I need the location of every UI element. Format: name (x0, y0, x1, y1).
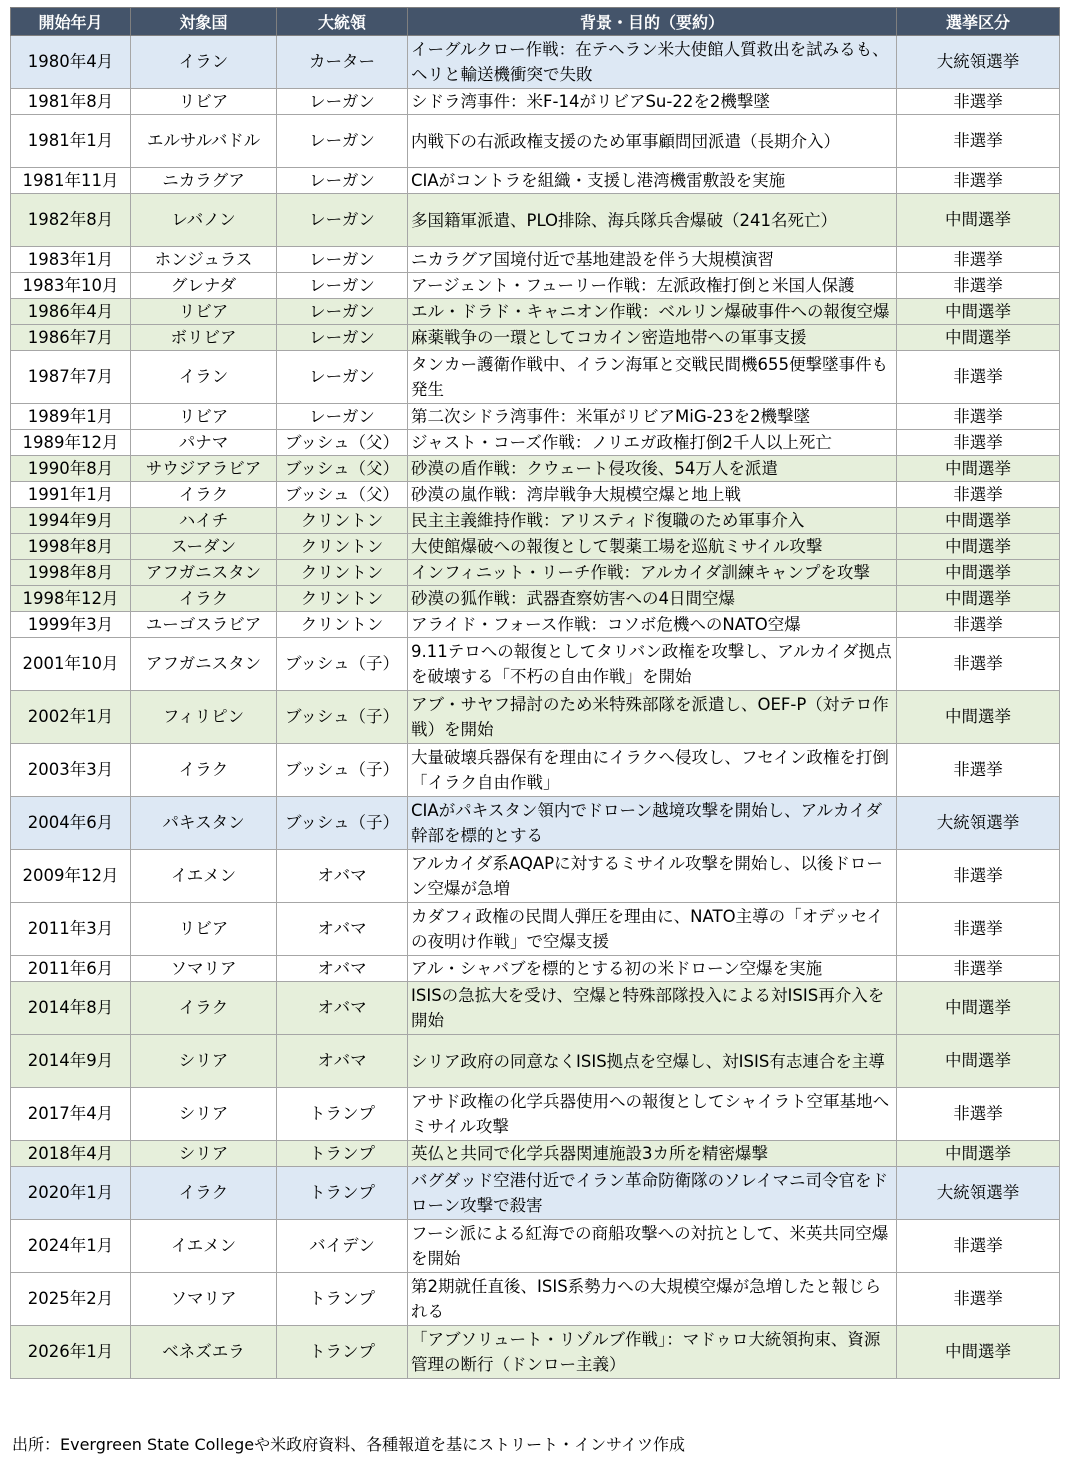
table-row (11, 850, 1060, 903)
description-cell: 大量破壊兵器保有を理由にイラクへ侵攻し、フセイン政権を打倒「イラク自由作戦」 (408, 744, 897, 797)
table-row (11, 1141, 1060, 1167)
election-cell: 中間選挙 (897, 586, 1060, 612)
president-cell: クリントン (277, 586, 408, 612)
president-cell: レーガン (277, 247, 408, 273)
country-cell: パナマ (131, 430, 277, 456)
description-cell: 英仏と共同で化学兵器関連施設3カ所を精密爆撃 (408, 1141, 897, 1167)
table-row (11, 534, 1060, 560)
description-cell: インフィニット・リーチ作戦：アルカイダ訓練キャンプを攻撃 (408, 560, 897, 586)
table-row (11, 247, 1060, 273)
president-cell: レーガン (277, 299, 408, 325)
table-row (11, 89, 1060, 115)
president-cell: レーガン (277, 404, 408, 430)
description-cell: 民主主義維持作戦：アリスティド復職のため軍事介入 (408, 508, 897, 534)
election-cell: 非選挙 (897, 744, 1060, 797)
date-cell: 1981年8月 (11, 89, 131, 115)
date-cell: 2014年8月 (11, 982, 131, 1035)
election-cell: 非選挙 (897, 850, 1060, 903)
election-cell: 非選挙 (897, 612, 1060, 638)
election-cell: 非選挙 (897, 273, 1060, 299)
election-cell: 中間選挙 (897, 325, 1060, 351)
election-cell: 大統領選挙 (897, 797, 1060, 850)
country-cell: ボリビア (131, 325, 277, 351)
table-row (11, 194, 1060, 247)
president-cell: オバマ (277, 982, 408, 1035)
president-cell: レーガン (277, 351, 408, 404)
president-cell: トランプ (277, 1167, 408, 1220)
description-cell: 第2期就任直後、ISIS系勢力への大規模空爆が急増したと報じられる (408, 1273, 897, 1326)
election-cell: 非選挙 (897, 903, 1060, 956)
header-election: 選挙区分 (897, 8, 1060, 36)
table-row (11, 36, 1060, 89)
country-cell: リビア (131, 903, 277, 956)
description-cell: 多国籍軍派遣、PLO排除、海兵隊兵舎爆破（241名死亡） (408, 194, 897, 247)
election-cell: 非選挙 (897, 89, 1060, 115)
table-row (11, 638, 1060, 691)
date-cell: 2003年3月 (11, 744, 131, 797)
table-row (11, 1167, 1060, 1220)
table-row (11, 508, 1060, 534)
president-cell: レーガン (277, 194, 408, 247)
date-cell: 1989年12月 (11, 430, 131, 456)
election-cell: 中間選挙 (897, 299, 1060, 325)
table-row (11, 430, 1060, 456)
president-cell: レーガン (277, 115, 408, 168)
date-cell: 1982年8月 (11, 194, 131, 247)
country-cell: サウジアラビア (131, 456, 277, 482)
country-cell: シリア (131, 1141, 277, 1167)
date-cell: 2024年1月 (11, 1220, 131, 1273)
table-row (11, 482, 1060, 508)
president-cell: クリントン (277, 534, 408, 560)
president-cell: クリントン (277, 560, 408, 586)
date-cell: 1983年1月 (11, 247, 131, 273)
date-cell: 2002年1月 (11, 691, 131, 744)
election-cell: 中間選挙 (897, 1035, 1060, 1088)
country-cell: イラク (131, 586, 277, 612)
president-cell: ブッシュ（父） (277, 456, 408, 482)
election-cell: 中間選挙 (897, 691, 1060, 744)
date-cell: 1983年10月 (11, 273, 131, 299)
president-cell: ブッシュ（父） (277, 482, 408, 508)
president-cell: トランプ (277, 1326, 408, 1379)
table-row (11, 560, 1060, 586)
country-cell: スーダン (131, 534, 277, 560)
president-cell: オバマ (277, 1035, 408, 1088)
election-cell: 中間選挙 (897, 508, 1060, 534)
country-cell: イラク (131, 482, 277, 508)
date-cell: 1999年3月 (11, 612, 131, 638)
description-cell: アル・シャバブを標的とする初の米ドローン空爆を実施 (408, 956, 897, 982)
description-cell: アサド政権の化学兵器使用への報復としてシャイラト空軍基地へミサイル攻撃 (408, 1088, 897, 1141)
description-cell: カダフィ政権の民間人弾圧を理由に、NATO主導の「オデッセイの夜明け作戦」で空爆支援 (408, 903, 897, 956)
description-cell: アルカイダ系AQAPに対するミサイル攻撃を開始し、以後ドローン空爆が急増 (408, 850, 897, 903)
description-cell: ニカラグア国境付近で基地建設を伴う大規模演習 (408, 247, 897, 273)
date-cell: 2009年12月 (11, 850, 131, 903)
election-cell: 非選挙 (897, 1220, 1060, 1273)
election-cell: 中間選挙 (897, 534, 1060, 560)
header-date: 開始年月 (11, 8, 131, 36)
date-cell: 2026年1月 (11, 1326, 131, 1379)
president-cell: クリントン (277, 612, 408, 638)
election-cell: 非選挙 (897, 168, 1060, 194)
table-row (11, 168, 1060, 194)
president-cell: レーガン (277, 273, 408, 299)
table-row (11, 1273, 1060, 1326)
description-cell: CIAがパキスタン領内でドローン越境攻撃を開始し、アルカイダ幹部を標的とする (408, 797, 897, 850)
country-cell: エルサルバドル (131, 115, 277, 168)
intervention-table (10, 7, 1060, 1379)
date-cell: 1981年11月 (11, 168, 131, 194)
country-cell: レバノン (131, 194, 277, 247)
description-cell: 第二次シドラ湾事件：米軍がリビアMiG-23を2機撃墜 (408, 404, 897, 430)
date-cell: 1994年9月 (11, 508, 131, 534)
date-cell: 1980年4月 (11, 36, 131, 89)
country-cell: ソマリア (131, 956, 277, 982)
country-cell: シリア (131, 1035, 277, 1088)
table-row (11, 586, 1060, 612)
country-cell: イラン (131, 36, 277, 89)
table-row (11, 956, 1060, 982)
header-country: 対象国 (131, 8, 277, 36)
table-row (11, 612, 1060, 638)
country-cell: パキスタン (131, 797, 277, 850)
date-cell: 2011年3月 (11, 903, 131, 956)
description-cell: 砂漠の狐作戦：武器査察妨害への4日間空爆 (408, 586, 897, 612)
description-cell: ジャスト・コーズ作戦：ノリエガ政権打倒2千人以上死亡 (408, 430, 897, 456)
country-cell: アフガニスタン (131, 638, 277, 691)
table-row (11, 351, 1060, 404)
president-cell: ブッシュ（子） (277, 638, 408, 691)
date-cell: 2004年6月 (11, 797, 131, 850)
table-row (11, 404, 1060, 430)
election-cell: 中間選挙 (897, 982, 1060, 1035)
table-row (11, 1326, 1060, 1379)
president-cell: クリントン (277, 508, 408, 534)
table-row (11, 903, 1060, 956)
country-cell: イラク (131, 744, 277, 797)
president-cell: レーガン (277, 168, 408, 194)
election-cell: 非選挙 (897, 404, 1060, 430)
president-cell: トランプ (277, 1273, 408, 1326)
country-cell: イラン (131, 351, 277, 404)
table-row (11, 1035, 1060, 1088)
date-cell: 1991年1月 (11, 482, 131, 508)
date-cell: 2011年6月 (11, 956, 131, 982)
election-cell: 非選挙 (897, 115, 1060, 168)
table-row (11, 456, 1060, 482)
description-cell: 砂漠の嵐作戦：湾岸戦争大規模空爆と地上戦 (408, 482, 897, 508)
president-cell: ブッシュ（子） (277, 797, 408, 850)
president-cell: トランプ (277, 1088, 408, 1141)
table-row (11, 982, 1060, 1035)
header-president: 大統領 (277, 8, 408, 36)
country-cell: フィリピン (131, 691, 277, 744)
president-cell: オバマ (277, 903, 408, 956)
header-row (11, 8, 1060, 36)
date-cell: 1998年8月 (11, 534, 131, 560)
date-cell: 2001年10月 (11, 638, 131, 691)
table-row (11, 299, 1060, 325)
president-cell: トランプ (277, 1141, 408, 1167)
description-cell: 麻薬戦争の一環としてコカイン密造地帯への軍事支援 (408, 325, 897, 351)
date-cell: 1998年8月 (11, 560, 131, 586)
president-cell: ブッシュ（子） (277, 691, 408, 744)
description-cell: 砂漠の盾作戦：クウェート侵攻後、54万人を派遣 (408, 456, 897, 482)
table-row (11, 691, 1060, 744)
date-cell: 1990年8月 (11, 456, 131, 482)
election-cell: 非選挙 (897, 956, 1060, 982)
date-cell: 2018年4月 (11, 1141, 131, 1167)
president-cell: レーガン (277, 325, 408, 351)
election-cell: 中間選挙 (897, 456, 1060, 482)
date-cell: 2025年2月 (11, 1273, 131, 1326)
date-cell: 1987年7月 (11, 351, 131, 404)
country-cell: グレナダ (131, 273, 277, 299)
date-cell: 1986年4月 (11, 299, 131, 325)
date-cell: 1986年7月 (11, 325, 131, 351)
table-row (11, 1220, 1060, 1273)
table-row (11, 115, 1060, 168)
table-row (11, 1088, 1060, 1141)
date-cell: 2017年4月 (11, 1088, 131, 1141)
election-cell: 中間選挙 (897, 1326, 1060, 1379)
description-cell: アライド・フォース作戦：コソボ危機へのNATO空爆 (408, 612, 897, 638)
description-cell: バグダッド空港付近でイラン革命防衛隊のソレイマニ司令官をドローン攻撃で殺害 (408, 1167, 897, 1220)
president-cell: ブッシュ（父） (277, 430, 408, 456)
election-cell: 非選挙 (897, 351, 1060, 404)
country-cell: イラク (131, 982, 277, 1035)
table-row (11, 744, 1060, 797)
description-cell: 9.11テロへの報復としてタリバン政権を攻撃し、アルカイダ拠点を破壊する「不朽の自由作戦」を開始 (408, 638, 897, 691)
president-cell: オバマ (277, 850, 408, 903)
country-cell: ユーゴスラビア (131, 612, 277, 638)
description-cell: 大使館爆破への報復として製薬工場を巡航ミサイル攻撃 (408, 534, 897, 560)
country-cell: リビア (131, 299, 277, 325)
table-row (11, 797, 1060, 850)
description-cell: 内戦下の右派政権支援のため軍事顧問団派遣（長期介入） (408, 115, 897, 168)
country-cell: ニカラグア (131, 168, 277, 194)
country-cell: リビア (131, 404, 277, 430)
description-cell: イーグルクロー作戦：在テヘラン米大使館人質救出を試みるも、ヘリと輸送機衝突で失敗 (408, 36, 897, 89)
election-cell: 大統領選挙 (897, 36, 1060, 89)
description-cell: エル・ドラド・キャニオン作戦：ベルリン爆破事件への報復空爆 (408, 299, 897, 325)
country-cell: アフガニスタン (131, 560, 277, 586)
country-cell: シリア (131, 1088, 277, 1141)
country-cell: ベネズエラ (131, 1326, 277, 1379)
date-cell: 2020年1月 (11, 1167, 131, 1220)
table-row (11, 325, 1060, 351)
election-cell: 非選挙 (897, 247, 1060, 273)
country-cell: リビア (131, 89, 277, 115)
election-cell: 非選挙 (897, 1273, 1060, 1326)
election-cell: 非選挙 (897, 1088, 1060, 1141)
president-cell: レーガン (277, 89, 408, 115)
election-cell: 非選挙 (897, 482, 1060, 508)
header-description: 背景・目的（要約） (408, 8, 897, 36)
country-cell: イエメン (131, 850, 277, 903)
date-cell: 2014年9月 (11, 1035, 131, 1088)
president-cell: カーター (277, 36, 408, 89)
country-cell: ソマリア (131, 1273, 277, 1326)
description-cell: 「アブソリュート・リゾルブ作戦」：マドゥロ大統領拘束、資源管理の断行（ドンロー主義） (408, 1326, 897, 1379)
country-cell: イラク (131, 1167, 277, 1220)
description-cell: ISISの急拡大を受け、空爆と特殊部隊投入による対ISIS再介入を開始 (408, 982, 897, 1035)
election-cell: 非選挙 (897, 430, 1060, 456)
election-cell: 非選挙 (897, 638, 1060, 691)
election-cell: 中間選挙 (897, 1141, 1060, 1167)
president-cell: バイデン (277, 1220, 408, 1273)
president-cell: オバマ (277, 956, 408, 982)
description-cell: アブ・サヤフ掃討のため米特殊部隊を派遣し、OEF-P（対テロ作戦）を開始 (408, 691, 897, 744)
country-cell: イエメン (131, 1220, 277, 1273)
date-cell: 1989年1月 (11, 404, 131, 430)
president-cell: ブッシュ（子） (277, 744, 408, 797)
country-cell: ホンジュラス (131, 247, 277, 273)
election-cell: 大統領選挙 (897, 1167, 1060, 1220)
election-cell: 中間選挙 (897, 560, 1060, 586)
table-row (11, 273, 1060, 299)
description-cell: タンカー護衛作戦中、イラン海軍と交戦民間機655便撃墜事件も発生 (408, 351, 897, 404)
description-cell: CIAがコントラを組織・支援し港湾機雷敷設を実施 (408, 168, 897, 194)
country-cell: ハイチ (131, 508, 277, 534)
description-cell: シリア政府の同意なくISIS拠点を空爆し、対ISIS有志連合を主導 (408, 1035, 897, 1088)
source-note: 出所：Evergreen State Collegeや米政府資料、各種報道を基にストリート・インサイツ作成 (12, 1435, 686, 1454)
description-cell: フーシ派による紅海での商船攻撃への対抗として、米英共同空爆を開始 (408, 1220, 897, 1273)
date-cell: 1998年12月 (11, 586, 131, 612)
election-cell: 中間選挙 (897, 194, 1060, 247)
description-cell: アージェント・フューリー作戦：左派政権打倒と米国人保護 (408, 273, 897, 299)
date-cell: 1981年1月 (11, 115, 131, 168)
description-cell: シドラ湾事件：米F-14がリビアSu-22を2機撃墜 (408, 89, 897, 115)
